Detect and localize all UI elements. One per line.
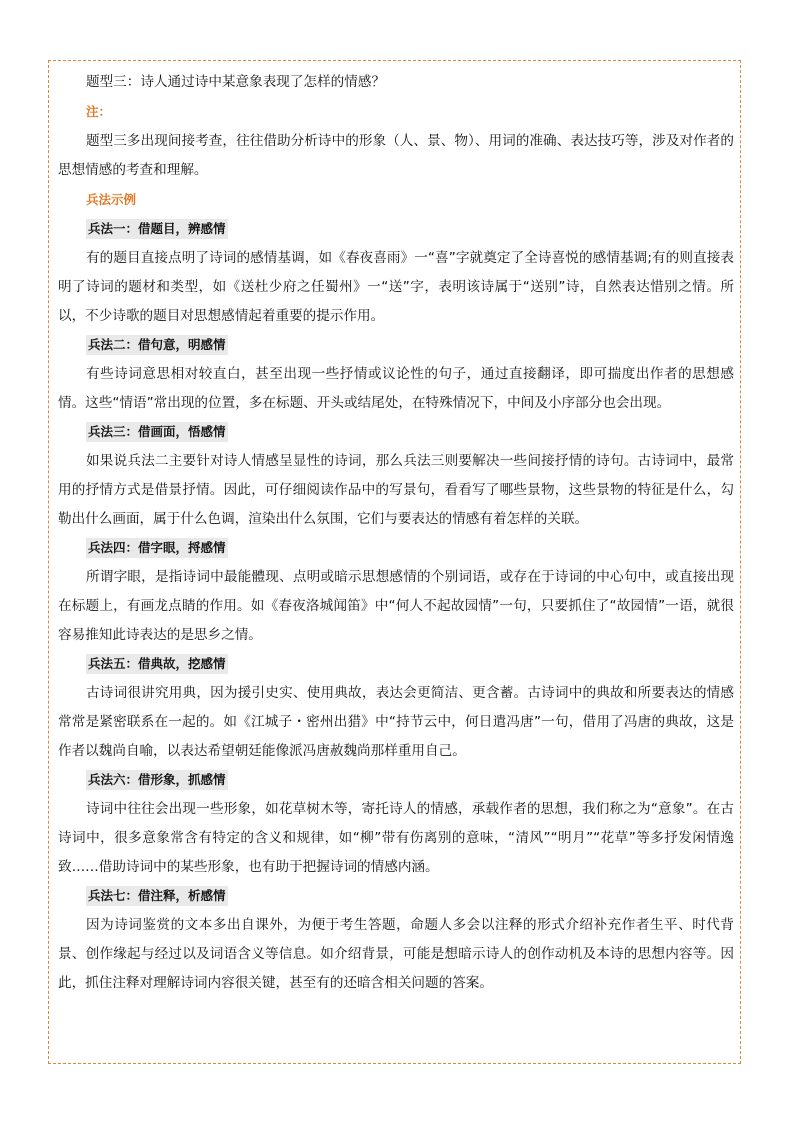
method-title: 兵法二：借句意，明感情 xyxy=(86,335,228,355)
method-text: 诗词中往往会出现一些形象，如花草树木等，寄托诗人的情感，承载作者的思想，我们称之为“意象”。在古诗词中，很多意象常含有特定的含义和规律，如“柳”带有伤离别的意味，“清风”“明月”“花草”等多抒发闲情逸致……借助诗词中的某些形象，也有助于把握诗词的情感内涵。 xyxy=(58,801,734,875)
method-3 xyxy=(58,418,734,534)
method-text: 所谓字眼，是指诗词中最能體现、点明或暗示思想感情的个别词语，或存在于诗词的中心句中，或直接出现在标题上，有画龙点睛的作用。如《春夜洛城闻笛》中“何人不起故园情”一句，只要抓住了“故园情”一语，就很容易推知此诗表达的是思乡之情。 xyxy=(58,569,734,643)
method-title: 兵法三：借画面，悟感情 xyxy=(86,422,228,442)
method-6 xyxy=(58,766,734,882)
note-text: 题型三多出现间接考查，往往借助分析诗中的形象（人、景、物）、用词的准确、表达技巧等，涉及对作者的思想情感的考查和理解。 xyxy=(58,133,734,178)
method-title: 兵法五：借典故，挖感情 xyxy=(86,654,228,674)
note-label-line xyxy=(58,97,734,127)
method-title: 兵法一：借题目，辨感情 xyxy=(86,219,228,239)
method-4 xyxy=(58,534,734,650)
content xyxy=(58,68,734,998)
examples-label-line xyxy=(58,185,734,215)
question-heading: 题型三：诗人通过诗中某意象表现了怎样的情感？ xyxy=(86,74,386,90)
method-title: 兵法六：借形象，抓感情 xyxy=(86,770,228,790)
method-1 xyxy=(58,215,734,331)
method-title: 兵法七：借注释，析感情 xyxy=(86,886,228,906)
examples-label: 兵法示例 xyxy=(86,192,137,207)
note-label: 注： xyxy=(86,104,112,119)
method-text: 如果说兵法二主要针对诗人情感呈显性的诗词，那么兵法三则要解决一些间接抒情的诗句。古诗词中，最常用的抒情方式是借景抒情。因此，可仔细阅读作品中的写景句，看看写了哪些景物，这些景物的特征是什么，勾勒出什么画面，属于什么色调，渲染出什么氛围，它们与要表达的情感有着怎样的关联。 xyxy=(58,453,734,527)
method-text: 有些诗词意思相对较直白，甚至出现一些抒情或议论性的句子，通过直接翻译，即可揣度出作者的思想感情。这些“情语”常出现的位置，多在标题、开头或结尾处，在特殊情况下，中间及小序部分也会出现。 xyxy=(58,366,734,411)
method-title: 兵法四：借字眼，捋感情 xyxy=(86,538,228,558)
method-5 xyxy=(58,650,734,766)
method-7 xyxy=(58,882,734,998)
method-text: 古诗词很讲究用典，因为援引史实、使用典故，表达会更简洁、更含蓄。古诗词中的典故和所要表达的情感常常是紧密联系在一起的。如《江城子・密州出猎》中“持节云中，何日遣冯唐”一句，借用了冯唐的典故，这是作者以魏尚自喻，以表达希望朝廷能像派冯唐赦魏尚那样重用自己。 xyxy=(58,685,734,759)
method-text: 有的题目直接点明了诗词的感情基调，如《春夜喜雨》一“喜”字就奠定了全诗喜悦的感情基调;有的则直接表明了诗词的题材和类型，如《送杜少府之任蜀州》一“送”字，表明该诗属于“送别”诗，自然表达惜别之情。所以，不少诗歌的题目对思想感情起着重要的提示作用。 xyxy=(58,250,734,324)
method-text: 因为诗词鉴赏的文本多出自课外，为便于考生答题，命题人多会以注释的形式介绍补充作者生平、时代背景、创作缘起与经过以及词语含义等信息。如介绍背景，可能是想暗示诗人的创作动机及本诗的思想内容等。因此，抓住注释对理解诗词内容很关键，甚至有的还暗含相关问题的答案。 xyxy=(58,917,734,991)
method-2 xyxy=(58,331,734,418)
